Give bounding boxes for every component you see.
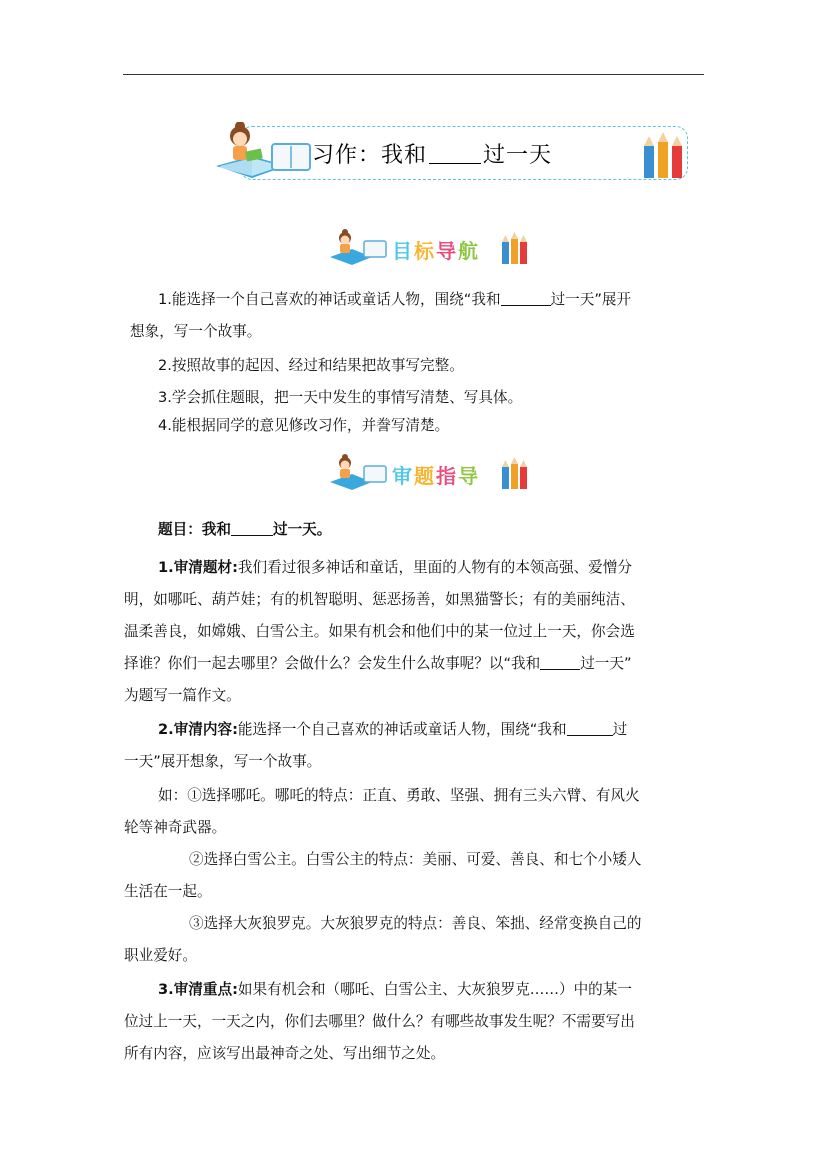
goals-title-char-1: 目 <box>392 239 414 263</box>
p2-line-1 <box>158 716 627 744</box>
pencils-icon <box>500 231 528 265</box>
analysis-title-char-1: 审 <box>392 464 414 488</box>
p2-label: 2.审清内容: <box>158 721 238 738</box>
p1-line-1 <box>158 554 632 582</box>
p3-text-1: 如果有机会和（哪吒、白雪公主、大灰狼罗克……）中的某一 <box>237 981 632 998</box>
p3-line-2: 位过上一天，一天之内，你们去哪里？做什么？有哪些故事发生呢？不需要写出 <box>124 1013 635 1030</box>
example-1-line-2: 轮等神奇武器。 <box>124 819 227 836</box>
goals-title <box>392 235 480 264</box>
p2-text-1b: 过 <box>612 721 628 738</box>
p3-line-1 <box>158 976 632 1004</box>
pencils-icon <box>500 456 528 490</box>
goals-title-char-3: 导 <box>436 239 458 263</box>
reading-girl-icon <box>328 229 390 267</box>
header-rule <box>123 74 704 75</box>
goal-1-blank <box>501 290 551 306</box>
title-suffix: 过一天 <box>483 143 553 168</box>
goal-item-1-line-2: 想象，写一个故事。 <box>130 323 262 340</box>
p2-blank <box>567 720 613 736</box>
goal-item-2: 2.按照故事的起因、经过和结果把故事写完整。 <box>158 357 464 374</box>
p3-label: 3.审清重点: <box>158 981 238 998</box>
goal-item-3: 3.学会抓住题眼，把一天中发生的事情写清楚、写具体。 <box>158 389 523 406</box>
topic-line <box>158 516 331 544</box>
p1-label: 1.审清题材: <box>158 559 238 576</box>
goal-1-text-a: 1.能选择一个自己喜欢的神话或童话人物，围绕“我和 <box>158 291 501 308</box>
goal-item-4: 4.能根据同学的意见修改习作，并誊写清楚。 <box>158 417 450 434</box>
p3-line-3: 所有内容，应该写出最神奇之处、写出细节之处。 <box>124 1045 446 1062</box>
p1-text-1: 我们看过很多神话和童话，里面的人物有的本领高强、爱憎分 <box>237 559 632 576</box>
goal-1-text-b: 过一天”展开 <box>550 291 632 308</box>
p2-text-1a: 能选择一个自己喜欢的神话或童话人物，围绕“我和 <box>237 721 567 738</box>
goal-item-1-line-1 <box>158 286 631 314</box>
p1-line-4 <box>124 650 632 678</box>
p1-line-2: 明，如哪吒、葫芦娃；有的机智聪明、惩恶扬善，如黑猫警长；有的美丽纯洁、 <box>124 591 635 608</box>
topic-text-b: 过一天。 <box>272 521 332 538</box>
example-3-line-2: 职业爱好。 <box>124 947 197 964</box>
reading-girl-icon <box>212 122 312 184</box>
goals-title-char-2: 标 <box>414 239 436 263</box>
analysis-title-char-2: 题 <box>414 464 436 488</box>
topic-text-a: 题目：我和 <box>158 521 231 538</box>
analysis-title-char-4: 导 <box>458 464 480 488</box>
title-prefix: 习作：我和 <box>312 143 428 168</box>
title-banner <box>212 122 690 184</box>
goals-title-char-4: 航 <box>458 239 480 263</box>
page-title <box>312 138 552 169</box>
p1-line-5: 为题写一篇作文。 <box>124 687 241 704</box>
title-blank <box>429 143 481 164</box>
analysis-title <box>392 460 480 489</box>
p1-text-4b: 过一天” <box>580 655 632 672</box>
pencils-icon <box>640 132 690 180</box>
example-3-line-1: ③选择大灰狼罗克。大灰狼罗克的特点：善良、笨拙、经常变换自己的 <box>189 915 642 932</box>
analysis-section-header <box>328 454 538 492</box>
p1-blank <box>540 654 580 670</box>
goals-section-header <box>328 229 538 267</box>
example-1-line-1: 如：①选择哪吒。哪吒的特点：正直、勇敢、坚强、拥有三头六臂、有风火 <box>158 787 640 804</box>
analysis-title-char-3: 指 <box>436 464 458 488</box>
example-2-line-2: 生活在一起。 <box>124 883 212 900</box>
p2-line-2: 一天”展开想象，写一个故事。 <box>124 753 322 770</box>
reading-girl-icon <box>328 454 390 492</box>
topic-blank <box>231 520 273 536</box>
p1-line-3: 温柔善良，如嫦娥、白雪公主。如果有机会和他们中的某一位过上一天，你会选 <box>124 623 635 640</box>
example-2-line-1: ②选择白雪公主。白雪公主的特点：美丽、可爱、善良、和七个小矮人 <box>189 851 642 868</box>
p1-text-4a: 择谁？你们一起去哪里？会做什么？会发生什么故事呢？以“我和 <box>124 655 541 672</box>
